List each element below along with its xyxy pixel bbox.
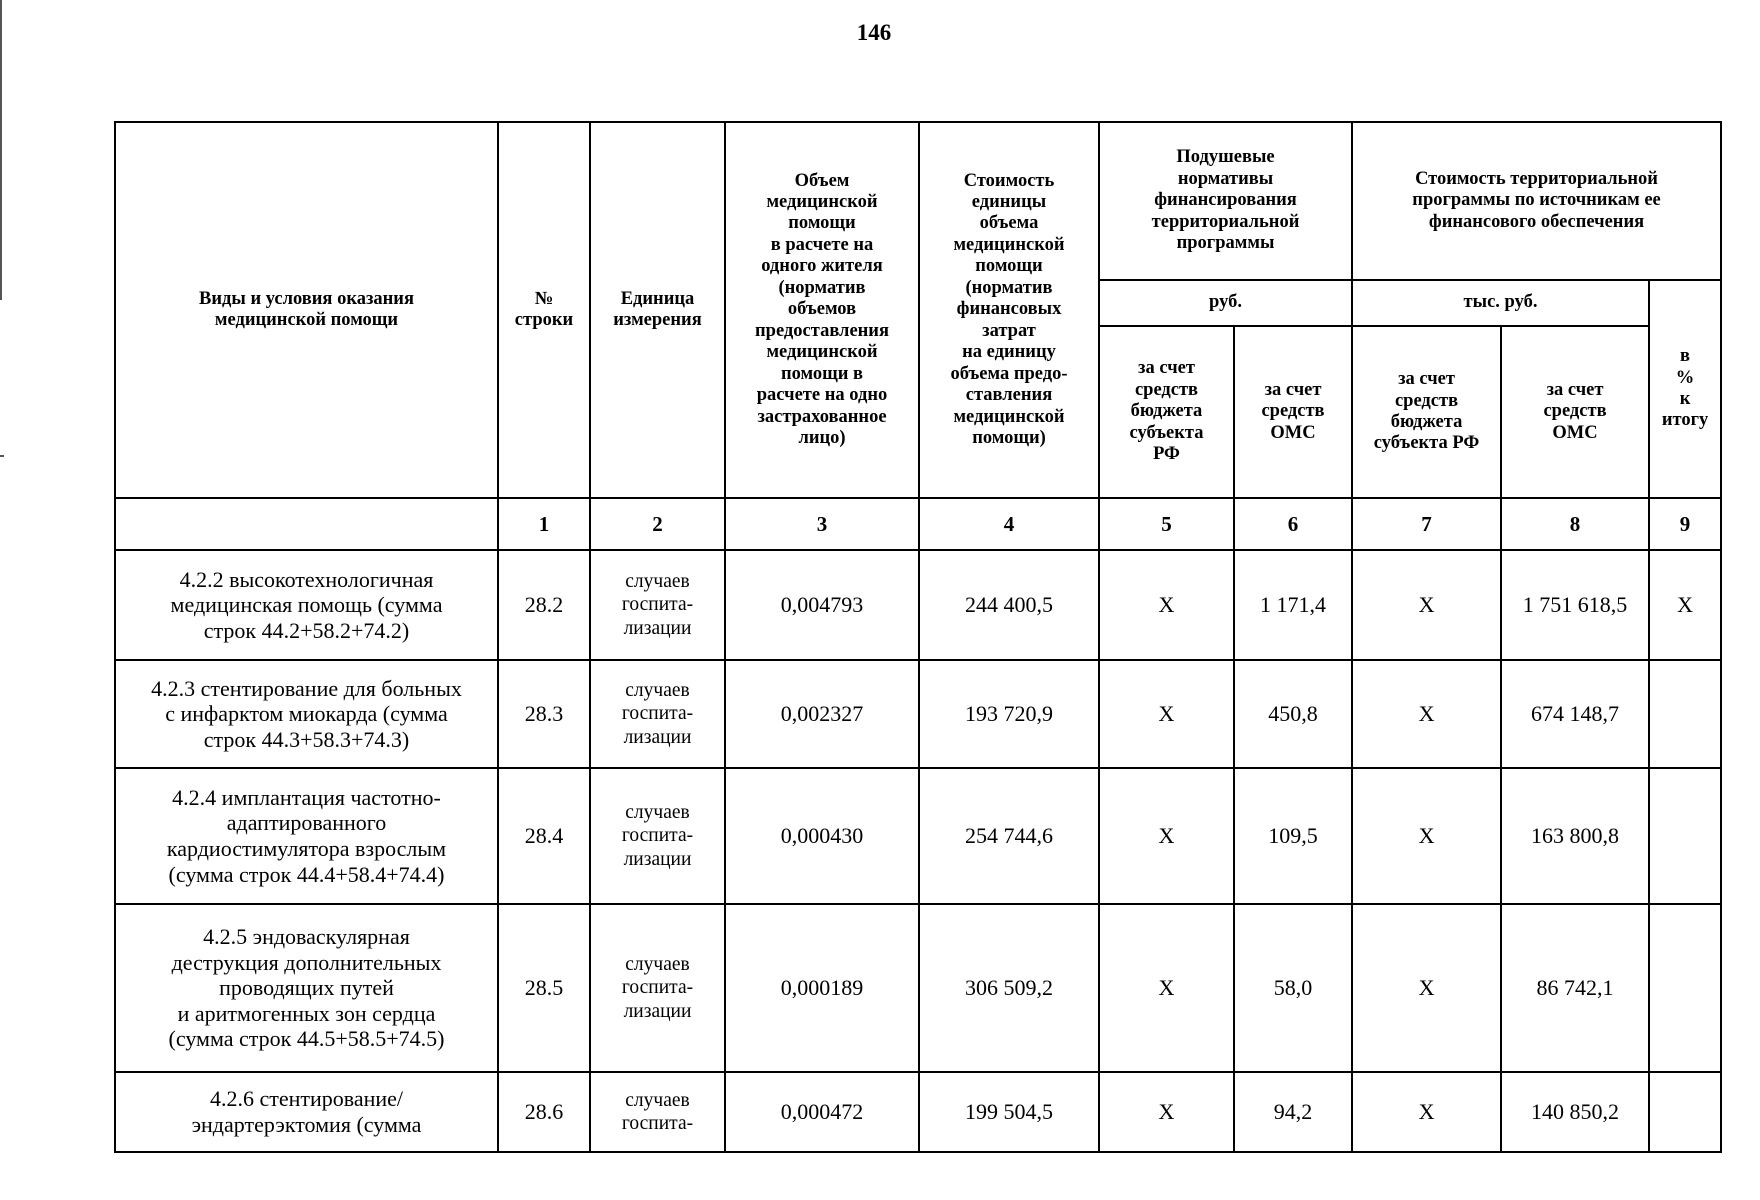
row-name: 4.2.5 эндоваскулярная деструкция дополнительных проводящих путей и аритмогенных зон сердца (сумма строк 44.5+58.5+74.5) [115,904,498,1072]
row-volume: 0,000430 [725,768,919,904]
row-oms-rub: 1 171,4 [1234,550,1352,660]
row-budget-rub: Х [1099,1072,1234,1152]
row-budget-thous: Х [1352,768,1501,904]
row-budget-thous: Х [1352,904,1501,1072]
column-number: 6 [1234,498,1352,550]
row-oms-rub: 94,2 [1234,1072,1352,1152]
column-number-empty [115,498,498,550]
row-percent [1649,660,1721,768]
row-percent [1649,1072,1721,1152]
row-name: 4.2.4 имплантация частотно- адаптированного кардиостимулятора взрослым (сумма строк 44.4+58.4+74.4) [115,768,498,904]
column-number: 7 [1352,498,1501,550]
row-volume: 0,000472 [725,1072,919,1152]
row-budget-thous: Х [1352,660,1501,768]
column-number: 9 [1649,498,1721,550]
row-oms-rub: 109,5 [1234,768,1352,904]
header-oms-2: за счет средств ОМС [1501,326,1649,498]
left-edge-tick [0,455,4,457]
row-budget-rub: Х [1099,660,1234,768]
row-volume: 0,002327 [725,660,919,768]
column-number: 2 [590,498,725,550]
table-row [115,1072,1721,1152]
row-percent: Х [1649,550,1721,660]
row-name: 4.2.3 стентирование для больных с инфарктом миокарда (сумма строк 44.3+58.3+74.3) [115,660,498,768]
page-number: 146 [856,20,892,45]
column-number: 3 [725,498,919,550]
row-budget-rub: Х [1099,904,1234,1072]
row-oms-thous: 163 800,8 [1501,768,1649,904]
row-no: 28.3 [498,660,590,768]
column-number: 8 [1501,498,1649,550]
header-oms: за счет средств ОМС [1234,326,1352,498]
row-no: 28.6 [498,1072,590,1152]
row-budget-thous: Х [1352,1072,1501,1152]
row-budget-rub: Х [1099,550,1234,660]
row-unit: случаев госпита- лизации [590,550,725,660]
row-percent [1649,768,1721,904]
header-row-1 [115,122,1721,280]
row-unit: случаев госпита- [590,1072,725,1152]
row-budget-thous: Х [1352,550,1501,660]
header-per-capita: Подушевые нормативы финансирования территориальной программы [1099,122,1352,280]
row-name: 4.2.2 высокотехнологичная медицинская помощь (сумма строк 44.2+58.2+74.2) [115,550,498,660]
row-name: 4.2.6 стентирование/ эндартерэктомия (сумма [115,1072,498,1152]
table-row [115,660,1721,768]
row-unit: случаев госпита- лизации [590,904,725,1072]
row-oms-rub: 450,8 [1234,660,1352,768]
header-budget-rf: за счет средств бюджета субъекта РФ [1099,326,1234,498]
header-rub: руб. [1099,280,1352,326]
row-percent [1649,904,1721,1072]
row-volume: 0,000189 [725,904,919,1072]
table-row [115,904,1721,1072]
header-budget-rf-2: за счет средств бюджета субъекта РФ [1352,326,1501,498]
row-no: 28.2 [498,550,590,660]
header-percent: в % к итогу [1649,280,1721,498]
row-unit: случаев госпита- лизации [590,660,725,768]
column-number-row [115,498,1721,550]
row-no: 28.4 [498,768,590,904]
row-oms-thous: 674 148,7 [1501,660,1649,768]
header-thous-rub: тыс. руб. [1352,280,1649,326]
header-cost: Стоимость единицы объема медицинской помощи (норматив финансовых затрат на единицу объема предо- ставления медицинской помощи) [919,122,1099,498]
header-row-no: № строки [498,122,590,498]
header-unit: Единица измерения [590,122,725,498]
column-number: 5 [1099,498,1234,550]
row-cost: 244 400,5 [919,550,1099,660]
row-no: 28.5 [498,904,590,1072]
column-number: 4 [919,498,1099,550]
row-cost: 306 509,2 [919,904,1099,1072]
row-volume: 0,004793 [725,550,919,660]
row-cost: 199 504,5 [919,1072,1099,1152]
table-row [115,768,1721,904]
table-row [115,550,1721,660]
header-kind: Виды и условия оказания медицинской помощи [115,122,498,498]
row-oms-rub: 58,0 [1234,904,1352,1072]
row-cost: 193 720,9 [919,660,1099,768]
row-cost: 254 744,6 [919,768,1099,904]
row-oms-thous: 1 751 618,5 [1501,550,1649,660]
row-budget-rub: Х [1099,768,1234,904]
row-oms-thous: 86 742,1 [1501,904,1649,1072]
header-volume: Объем медицинской помощи в расчете на одного жителя (норматив объемов предоставления медицинской помощи в расчете на одно застрахованное лицо) [725,122,919,498]
row-oms-thous: 140 850,2 [1501,1072,1649,1152]
column-number: 1 [498,498,590,550]
row-unit: случаев госпита- лизации [590,768,725,904]
financing-table [114,121,1722,1153]
header-territorial-cost: Стоимость территориальной программы по источникам ее финансового обеспечения [1352,122,1721,280]
